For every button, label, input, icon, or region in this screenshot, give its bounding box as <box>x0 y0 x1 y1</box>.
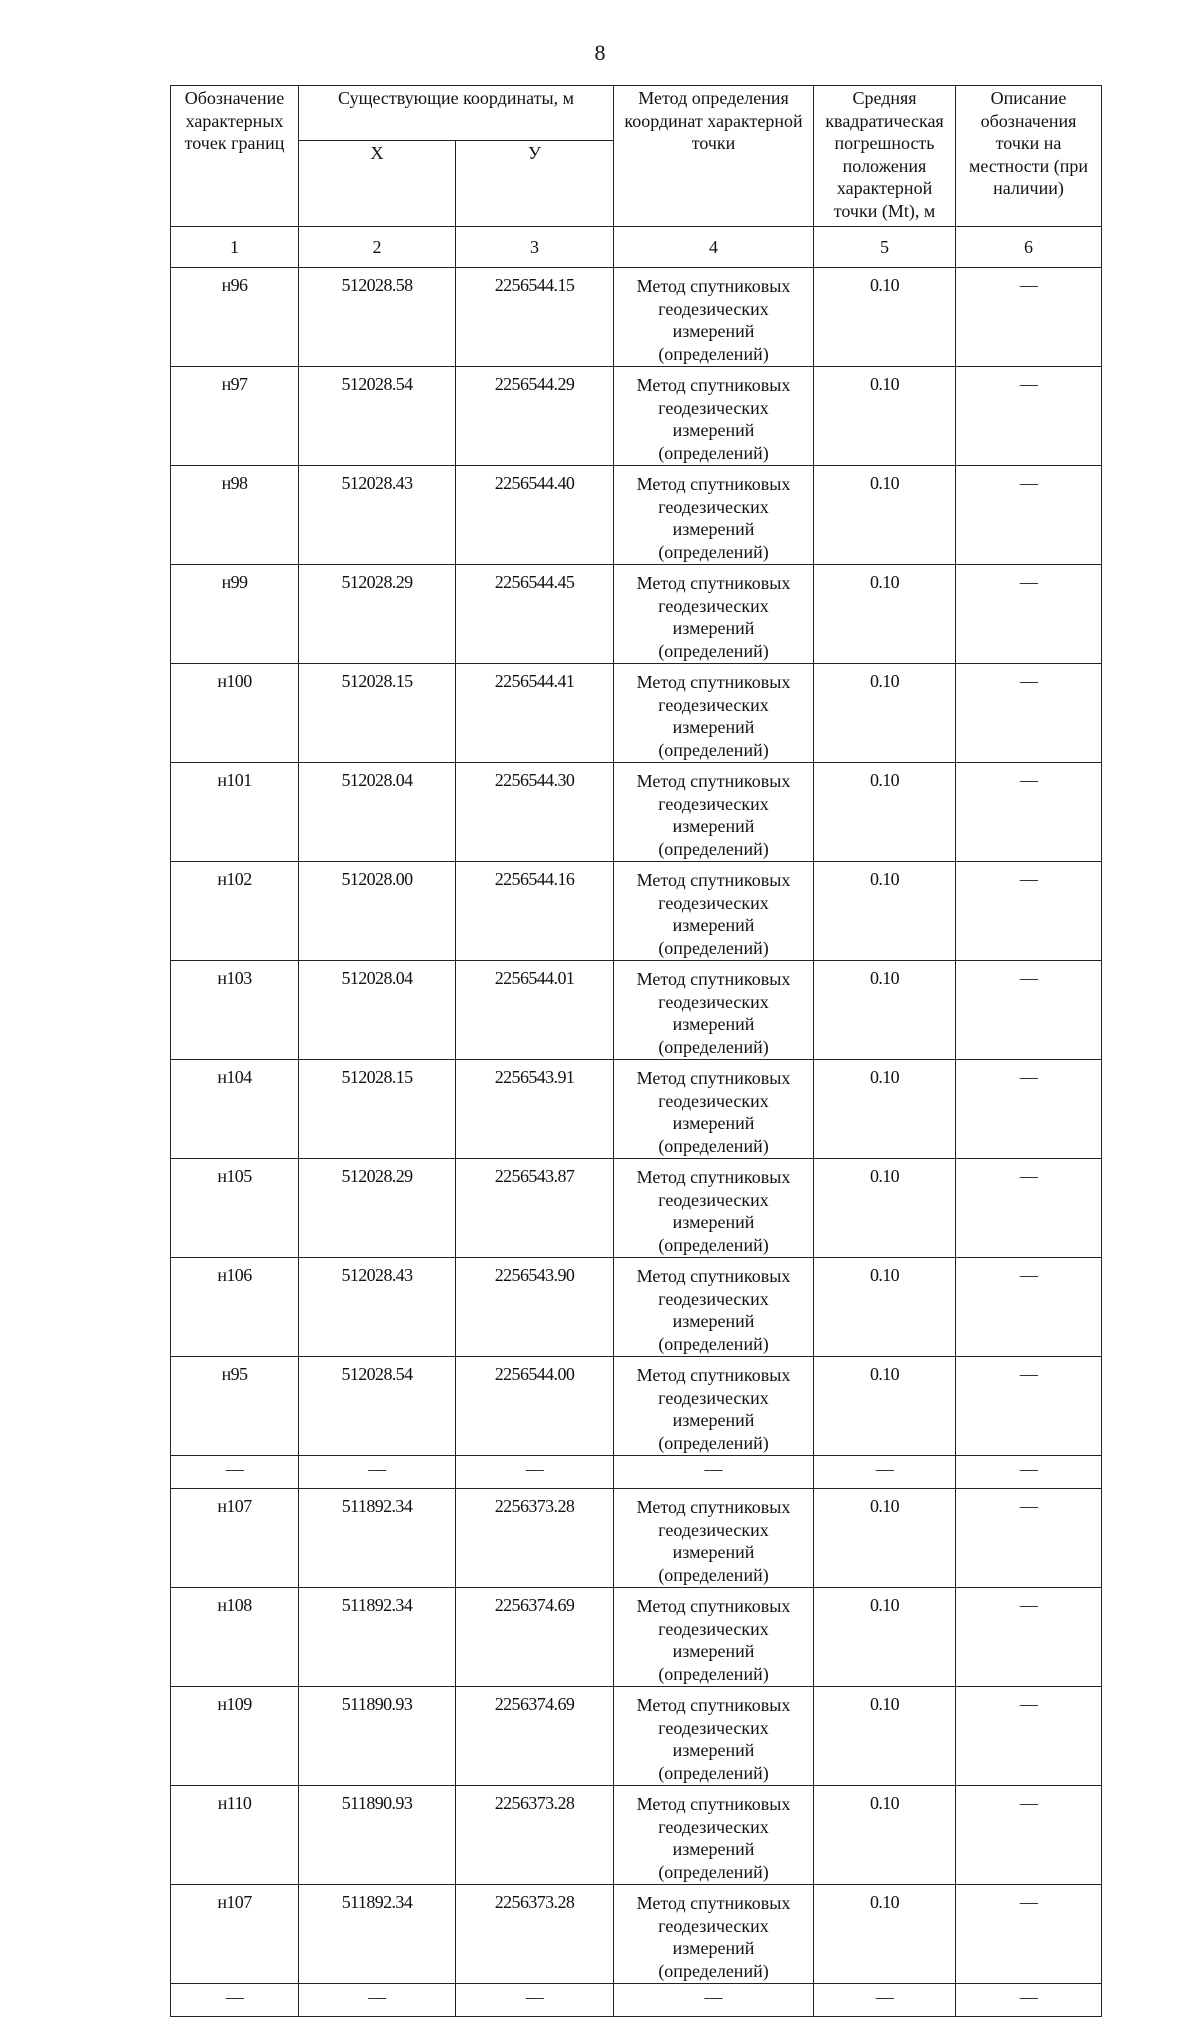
point-cell: н104 <box>171 1060 299 1159</box>
y-coordinate-cell: 2256544.15 <box>456 268 614 367</box>
description-cell: — <box>956 961 1102 1060</box>
point-cell: н99 <box>171 565 299 664</box>
y-coordinate-cell: 2256374.69 <box>456 1687 614 1786</box>
header-x: Х <box>299 140 456 226</box>
error-cell: 0.10 <box>814 961 956 1060</box>
header-error: Средняя квадратическая погрешность положения характерной точки (Mt), м <box>814 86 956 227</box>
table-row <box>171 1588 1102 1687</box>
separator-row <box>171 1456 1102 1489</box>
x-coordinate-cell: 512028.00 <box>299 862 456 961</box>
column-number: 3 <box>456 227 614 268</box>
table-row <box>171 1258 1102 1357</box>
description-cell: — <box>956 1588 1102 1687</box>
table-row <box>171 1357 1102 1456</box>
y-coordinate-cell: 2256544.40 <box>456 466 614 565</box>
table-row <box>171 1687 1102 1786</box>
x-coordinate-cell: 512028.15 <box>299 1060 456 1159</box>
method-cell: — <box>614 1984 814 2017</box>
error-cell: 0.10 <box>814 1885 956 1984</box>
y-coordinate-cell: 2256543.91 <box>456 1060 614 1159</box>
column-number: 5 <box>814 227 956 268</box>
x-coordinate-cell: 512028.15 <box>299 664 456 763</box>
x-coordinate-cell: 511892.34 <box>299 1588 456 1687</box>
point-cell: н108 <box>171 1588 299 1687</box>
x-coordinate-cell: 511892.34 <box>299 1489 456 1588</box>
column-number: 6 <box>956 227 1102 268</box>
y-coordinate-cell: 2256544.41 <box>456 664 614 763</box>
method-cell: Метод спутниковых геодезических измерений (определений) <box>614 1885 814 1984</box>
error-cell: 0.10 <box>814 1687 956 1786</box>
y-coordinate-cell: 2256544.00 <box>456 1357 614 1456</box>
table-row <box>171 961 1102 1060</box>
header-description: Описание обозначения точки на местности (при наличии) <box>956 86 1102 227</box>
point-cell: н101 <box>171 763 299 862</box>
point-cell: н98 <box>171 466 299 565</box>
method-cell: Метод спутниковых геодезических измерений (определений) <box>614 1786 814 1885</box>
description-cell: — <box>956 1159 1102 1258</box>
method-cell: Метод спутниковых геодезических измерений (определений) <box>614 1159 814 1258</box>
column-numbers-row <box>171 227 1102 268</box>
y-coordinate-cell: 2256544.30 <box>456 763 614 862</box>
description-cell: — <box>956 1258 1102 1357</box>
x-coordinate-cell: 512028.54 <box>299 1357 456 1456</box>
point-cell: н107 <box>171 1489 299 1588</box>
x-coordinate-cell: — <box>299 1456 456 1489</box>
y-coordinate-cell: 2256373.28 <box>456 1786 614 1885</box>
description-cell: — <box>956 268 1102 367</box>
error-cell: 0.10 <box>814 862 956 961</box>
table-row <box>171 1159 1102 1258</box>
description-cell: — <box>956 1687 1102 1786</box>
table-body <box>171 268 1102 2017</box>
method-cell: Метод спутниковых геодезических измерений (определений) <box>614 367 814 466</box>
error-cell: 0.10 <box>814 466 956 565</box>
y-coordinate-cell: — <box>456 1456 614 1489</box>
point-cell: н103 <box>171 961 299 1060</box>
separator-row <box>171 1984 1102 2017</box>
x-coordinate-cell: 512028.58 <box>299 268 456 367</box>
y-coordinate-cell: 2256544.01 <box>456 961 614 1060</box>
y-coordinate-cell: 2256544.45 <box>456 565 614 664</box>
point-cell: н110 <box>171 1786 299 1885</box>
error-cell: 0.10 <box>814 1786 956 1885</box>
point-cell: — <box>171 1456 299 1489</box>
y-coordinate-cell: 2256373.28 <box>456 1489 614 1588</box>
description-cell: — <box>956 1489 1102 1588</box>
x-coordinate-cell: 512028.29 <box>299 1159 456 1258</box>
x-coordinate-cell: 511892.34 <box>299 1885 456 1984</box>
x-coordinate-cell: 512028.43 <box>299 1258 456 1357</box>
error-cell: 0.10 <box>814 565 956 664</box>
description-cell: — <box>956 565 1102 664</box>
header-designation: Обозначение характерных точек границ <box>171 86 299 227</box>
error-cell: 0.10 <box>814 763 956 862</box>
method-cell: Метод спутниковых геодезических измерений (определений) <box>614 1588 814 1687</box>
method-cell: Метод спутниковых геодезических измерений (определений) <box>614 1687 814 1786</box>
table-row <box>171 1885 1102 1984</box>
column-number: 1 <box>171 227 299 268</box>
x-coordinate-cell: 511890.93 <box>299 1786 456 1885</box>
coordinates-table <box>170 85 1102 2017</box>
description-cell: — <box>956 664 1102 763</box>
table-row <box>171 1060 1102 1159</box>
method-cell: Метод спутниковых геодезических измерений (определений) <box>614 664 814 763</box>
method-cell: Метод спутниковых геодезических измерений (определений) <box>614 1357 814 1456</box>
method-cell: Метод спутниковых геодезических измерений (определений) <box>614 1489 814 1588</box>
error-cell: 0.10 <box>814 367 956 466</box>
description-cell: — <box>956 1060 1102 1159</box>
error-cell: 0.10 <box>814 1060 956 1159</box>
method-cell: Метод спутниковых геодезических измерений (определений) <box>614 268 814 367</box>
header-method: Метод определения координат характерной точки <box>614 86 814 227</box>
x-coordinate-cell: 512028.43 <box>299 466 456 565</box>
description-cell: — <box>956 1786 1102 1885</box>
column-number: 2 <box>299 227 456 268</box>
point-cell: н96 <box>171 268 299 367</box>
description-cell: — <box>956 763 1102 862</box>
error-cell: 0.10 <box>814 664 956 763</box>
method-cell: Метод спутниковых геодезических измерений (определений) <box>614 565 814 664</box>
point-cell: н109 <box>171 1687 299 1786</box>
error-cell: 0.10 <box>814 268 956 367</box>
x-coordinate-cell: — <box>299 1984 456 2017</box>
table-row <box>171 664 1102 763</box>
y-coordinate-cell: 2256544.29 <box>456 367 614 466</box>
description-cell: — <box>956 1984 1102 2017</box>
point-cell: н106 <box>171 1258 299 1357</box>
description-cell: — <box>956 367 1102 466</box>
y-coordinate-cell: 2256373.28 <box>456 1885 614 1984</box>
y-coordinate-cell: — <box>456 1984 614 2017</box>
y-coordinate-cell: 2256543.90 <box>456 1258 614 1357</box>
description-cell: — <box>956 1885 1102 1984</box>
table-row <box>171 268 1102 367</box>
x-coordinate-cell: 512028.54 <box>299 367 456 466</box>
table-row <box>171 862 1102 961</box>
method-cell: Метод спутниковых геодезических измерений (определений) <box>614 1060 814 1159</box>
error-cell: 0.10 <box>814 1159 956 1258</box>
error-cell: 0.10 <box>814 1588 956 1687</box>
method-cell: Метод спутниковых геодезических измерений (определений) <box>614 961 814 1060</box>
y-coordinate-cell: 2256543.87 <box>456 1159 614 1258</box>
table-row <box>171 565 1102 664</box>
error-cell: — <box>814 1984 956 2017</box>
description-cell: — <box>956 862 1102 961</box>
y-coordinate-cell: 2256544.16 <box>456 862 614 961</box>
point-cell: н107 <box>171 1885 299 1984</box>
table-row <box>171 466 1102 565</box>
table-row <box>171 763 1102 862</box>
method-cell: — <box>614 1456 814 1489</box>
method-cell: Метод спутниковых геодезических измерений (определений) <box>614 466 814 565</box>
point-cell: н105 <box>171 1159 299 1258</box>
column-number: 4 <box>614 227 814 268</box>
y-coordinate-cell: 2256374.69 <box>456 1588 614 1687</box>
description-cell: — <box>956 466 1102 565</box>
x-coordinate-cell: 511890.93 <box>299 1687 456 1786</box>
method-cell: Метод спутниковых геодезических измерений (определений) <box>614 862 814 961</box>
x-coordinate-cell: 512028.29 <box>299 565 456 664</box>
header-existing-coords: Существующие координаты, м <box>299 86 614 141</box>
table-row <box>171 367 1102 466</box>
description-cell: — <box>956 1357 1102 1456</box>
header-y: У <box>456 140 614 226</box>
table-row <box>171 1786 1102 1885</box>
point-cell: н102 <box>171 862 299 961</box>
table-row <box>171 1489 1102 1588</box>
error-cell: — <box>814 1456 956 1489</box>
error-cell: 0.10 <box>814 1258 956 1357</box>
point-cell: — <box>171 1984 299 2017</box>
point-cell: н100 <box>171 664 299 763</box>
x-coordinate-cell: 512028.04 <box>299 763 456 862</box>
point-cell: н95 <box>171 1357 299 1456</box>
method-cell: Метод спутниковых геодезических измерений (определений) <box>614 763 814 862</box>
page-number: 8 <box>594 40 606 65</box>
x-coordinate-cell: 512028.04 <box>299 961 456 1060</box>
method-cell: Метод спутниковых геодезических измерений (определений) <box>614 1258 814 1357</box>
error-cell: 0.10 <box>814 1357 956 1456</box>
description-cell: — <box>956 1456 1102 1489</box>
point-cell: н97 <box>171 367 299 466</box>
error-cell: 0.10 <box>814 1489 956 1588</box>
